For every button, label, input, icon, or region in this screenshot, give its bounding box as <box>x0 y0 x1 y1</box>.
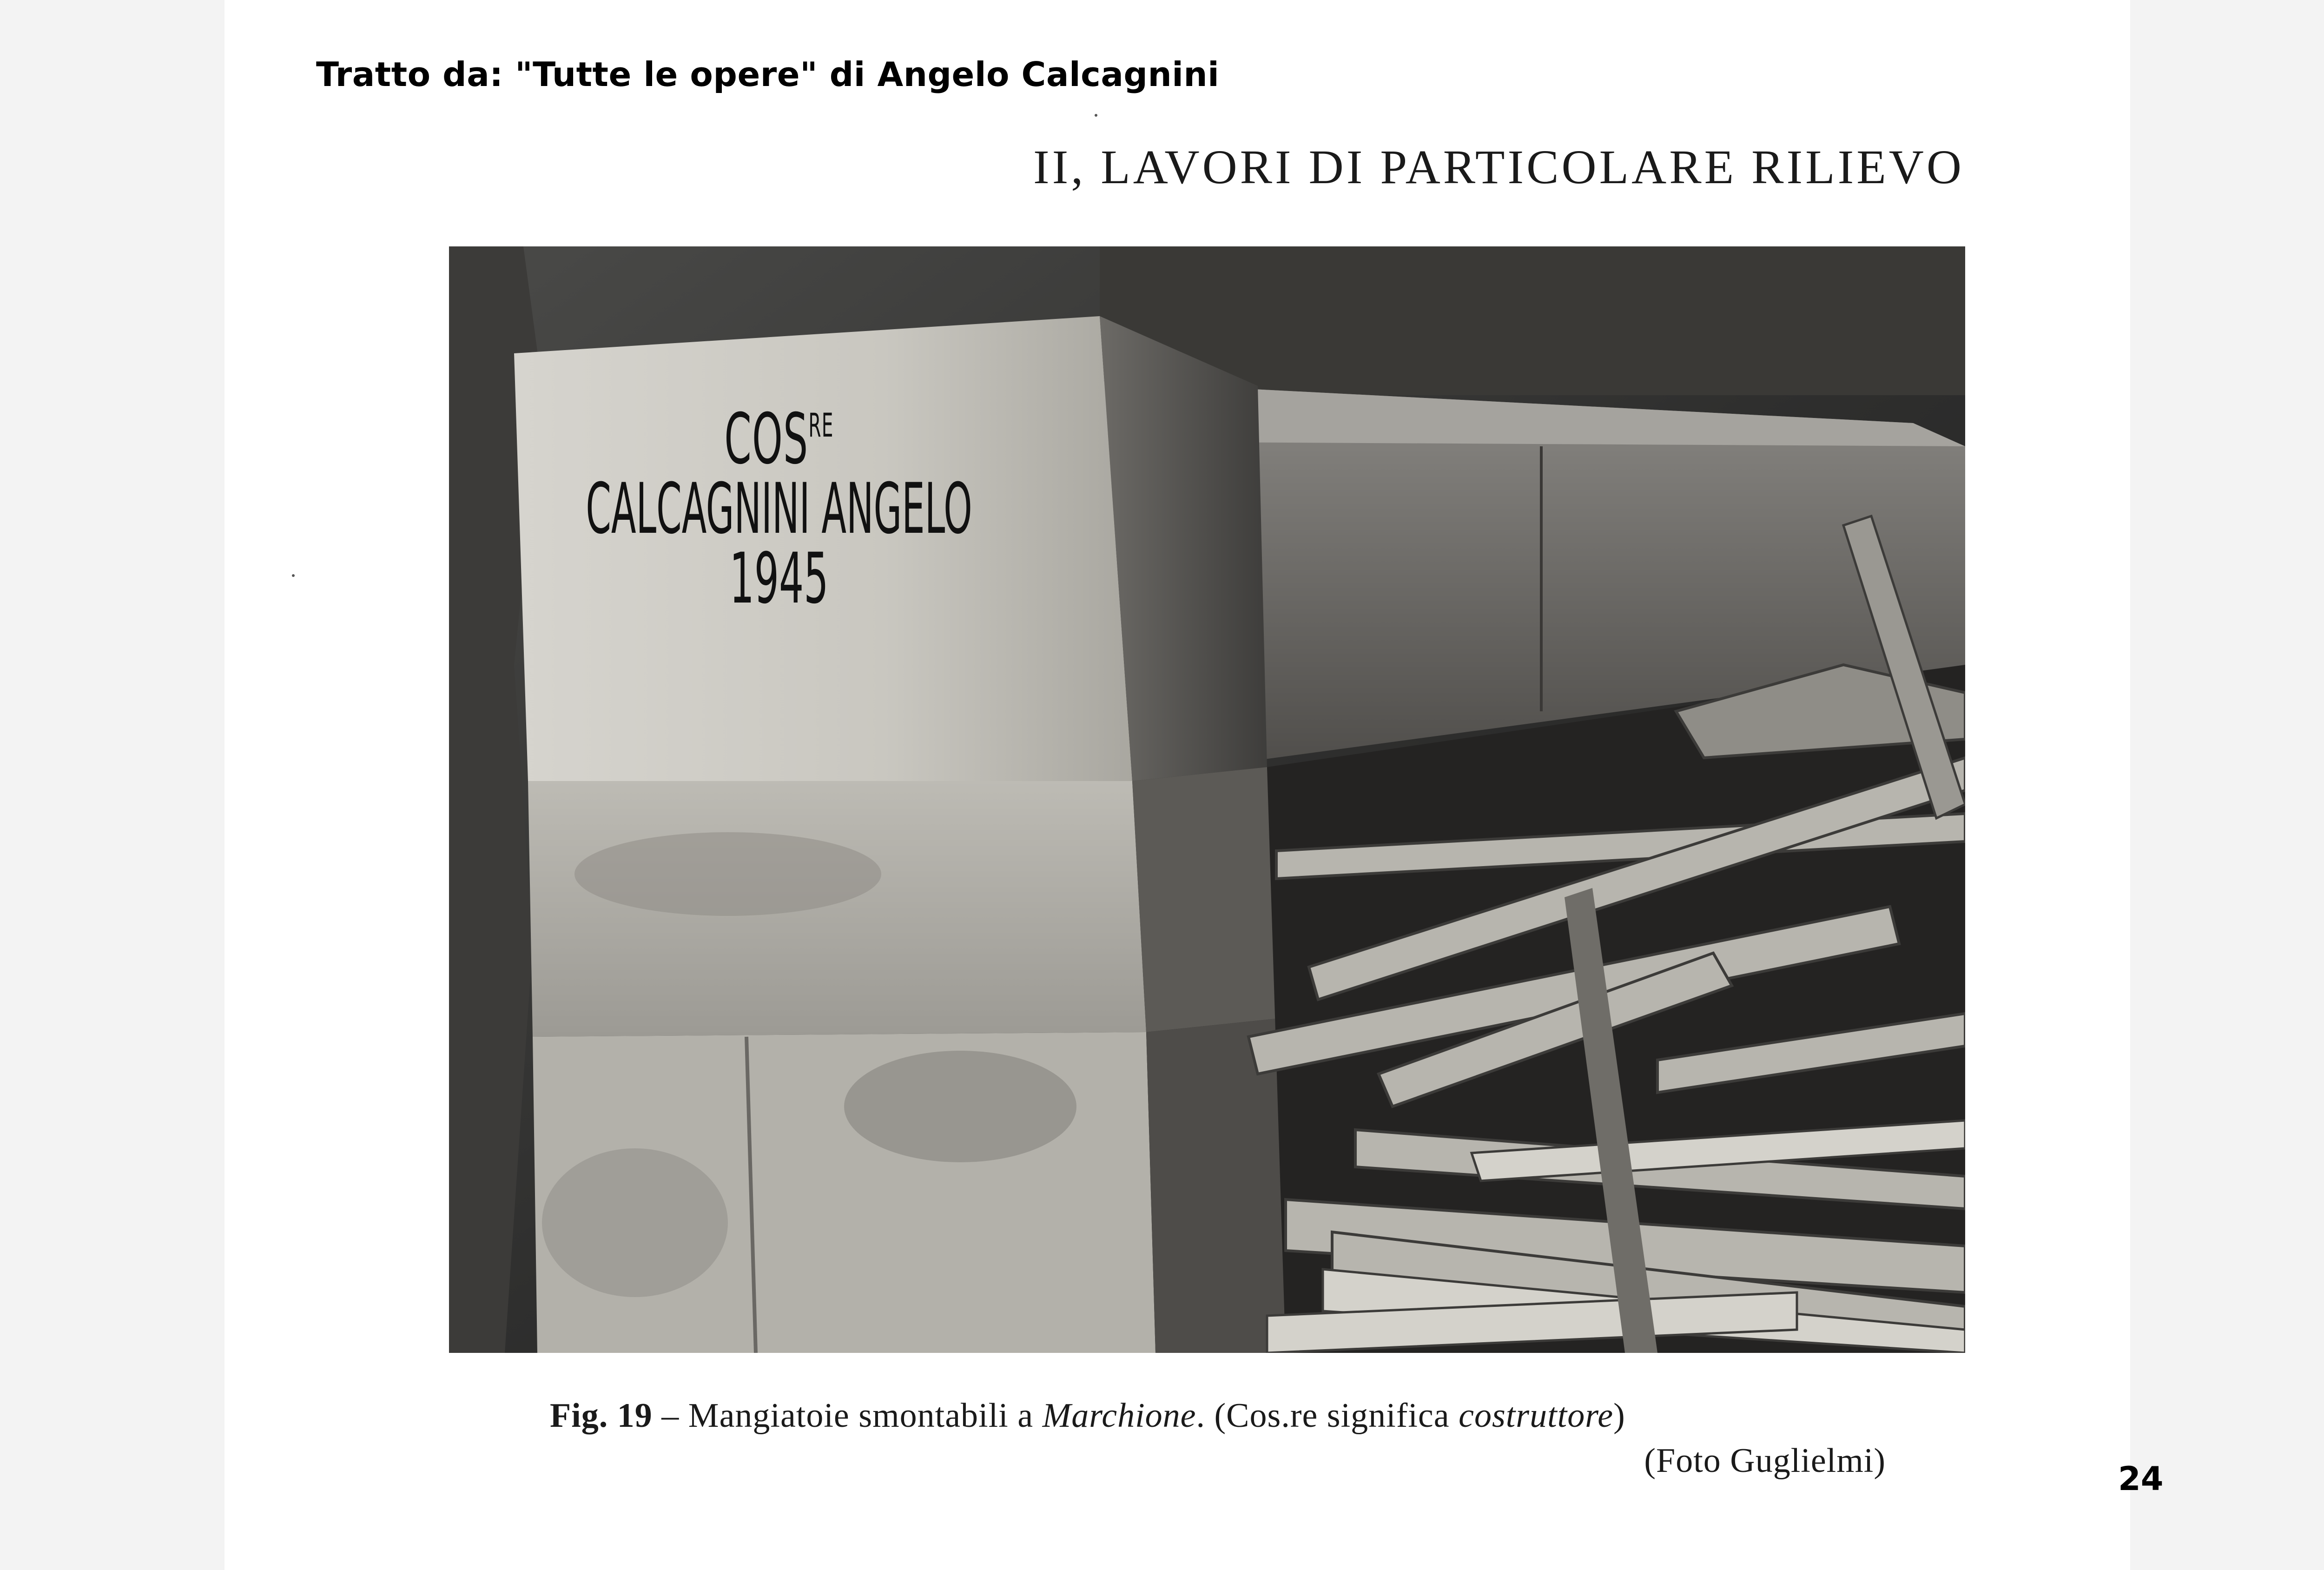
chapter-heading: II, LAVORI DI PARTICOLARE RILIEVO <box>1033 140 1964 194</box>
figure-caption <box>550 1396 1625 1436</box>
inscription-line-1: $COS^{RE}$ <box>724 399 834 480</box>
figure-label: Fig. 19 <box>550 1397 653 1435</box>
inscription-line-2: CALCAGNINI ANGELO <box>586 469 972 550</box>
caption-text-2: . (Cos.re significa <box>1196 1397 1459 1435</box>
inscription-line-3: 1945 <box>729 538 829 619</box>
print-speck <box>292 574 295 577</box>
stone-inscription <box>547 399 1011 619</box>
caption-text-1: – Mangiatoie smontabili a <box>652 1397 1043 1435</box>
photo-credit: (Foto Guglielmi) <box>1644 1442 1886 1480</box>
caption-text-3: ) <box>1613 1397 1625 1435</box>
source-attribution: Tratto da: "Tutte le opere" di Angelo Calcagnini <box>316 55 1220 94</box>
caption-term: costruttore <box>1459 1397 1614 1435</box>
print-speck <box>1095 114 1097 117</box>
page-number: 24 <box>2118 1460 2164 1498</box>
figure-photo <box>449 246 1965 1353</box>
caption-place: Marchione <box>1042 1397 1196 1435</box>
